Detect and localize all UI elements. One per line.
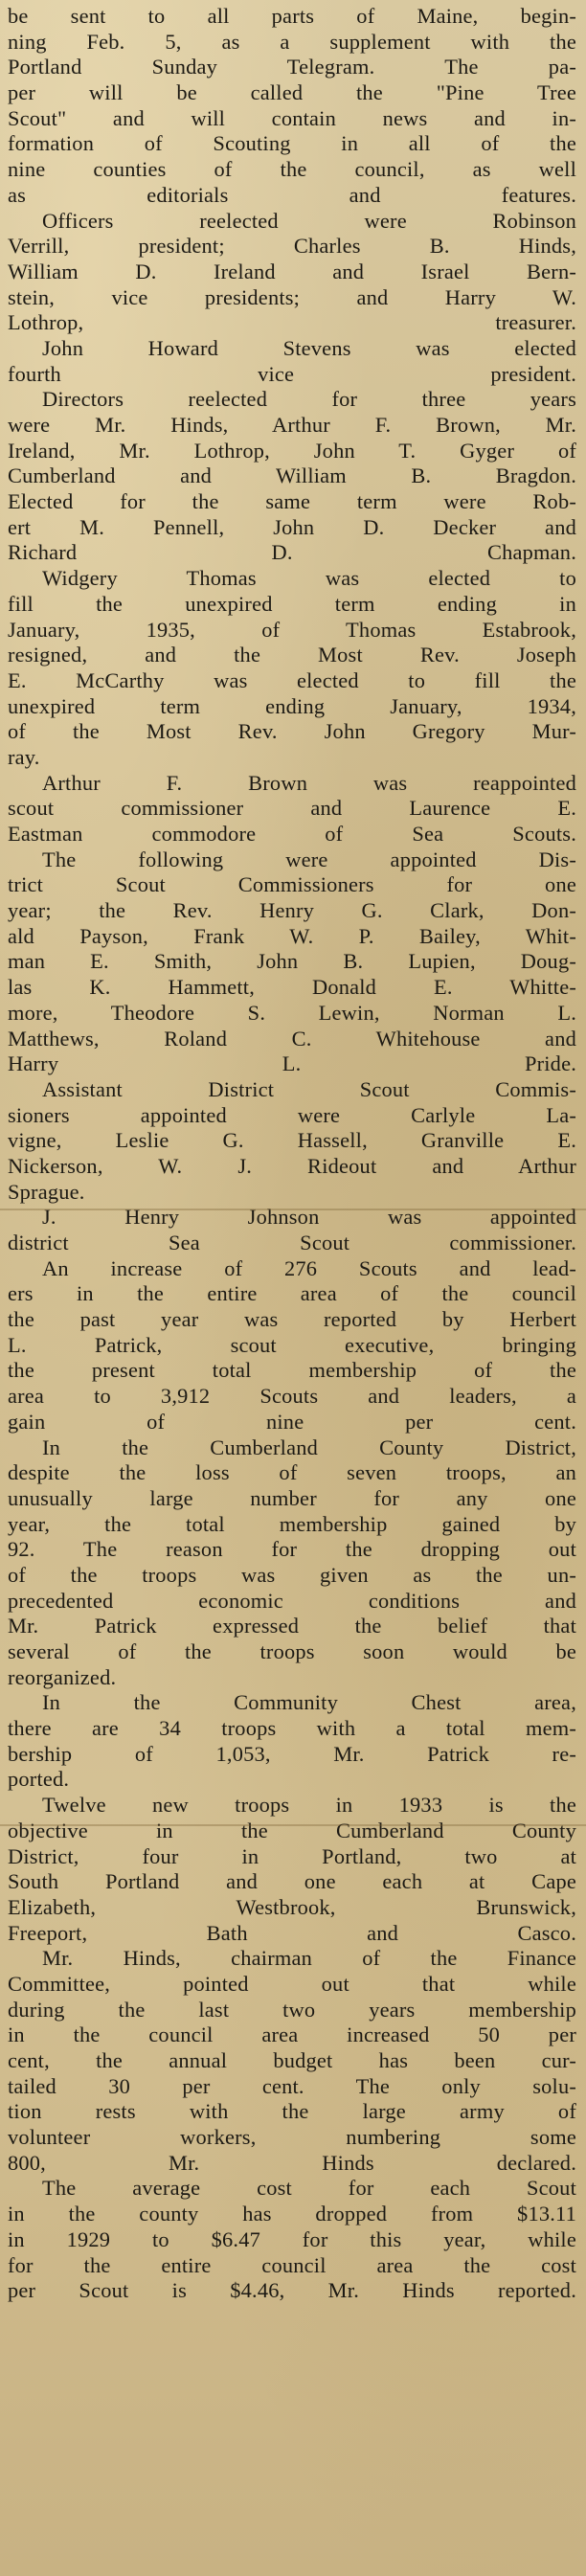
text-line: Committee, pointed out that while (8, 1971, 576, 1996)
text-line: bership of 1,053, Mr. Patrick re- (8, 1741, 576, 1766)
article-paragraph (8, 566, 576, 771)
text-line: vigne, Leslie G. Hassell, Granville E. (8, 1128, 576, 1153)
text-line: gain of nine per cent. (8, 1409, 576, 1434)
text-line: for the entire council area the cost (8, 2252, 576, 2277)
text-line: tion rests with the large army of (8, 2099, 576, 2124)
text-line: precedented economic conditions and (8, 1588, 576, 1613)
paper-fold-line (0, 1824, 586, 1826)
text-line: formation of Scouting in all of the (8, 131, 576, 156)
paper-fold-line (0, 1209, 586, 1210)
text-line: in 1929 to $6.47 for this year, while (8, 2226, 576, 2251)
text-line: Portland Sunday Telegram. The pa- (8, 55, 576, 79)
text-line: in the county has dropped from $13.11 (8, 2202, 576, 2226)
text-line: trict Scout Commissioners for one (8, 872, 576, 897)
text-line: In the Community Chest area, (42, 1690, 576, 1715)
text-line: there are 34 troops with a total mem- (8, 1716, 576, 1741)
text-line: during the last two years membership (8, 1997, 576, 2022)
text-line: scout commissioner and Laurence E. (8, 796, 576, 821)
text-line: as editorials and features. (8, 182, 576, 207)
text-line: ning Feb. 5, as a supplement with the (8, 29, 576, 54)
text-line: Twelve new troops in 1933 is the (42, 1793, 576, 1818)
text-line: Richard D. Chapman. (8, 540, 576, 565)
text-line: of the Most Rev. John Gregory Mur- (8, 719, 576, 744)
article-paragraph (8, 847, 576, 1077)
text-line: of the troops was given as the un- (8, 1562, 576, 1587)
text-line: Assistant District Scout Commis- (42, 1076, 576, 1101)
text-line: Widgery Thomas was elected to (42, 566, 576, 591)
text-line: Ireland, Mr. Lothrop, John T. Gyger of (8, 438, 576, 463)
text-line: ported. (8, 1767, 70, 1792)
text-line: J. Henry Johnson was appointed (42, 1205, 576, 1230)
article-paragraph (8, 336, 576, 387)
article-paragraph (8, 1435, 576, 1691)
article-paragraph (8, 1256, 576, 1435)
text-line: Verrill, president; Charles B. Hinds, (8, 234, 576, 259)
text-line: Freeport, Bath and Casco. (8, 1920, 576, 1945)
text-line: District, four in Portland, two at (8, 1843, 576, 1868)
text-line: district Sea Scout commissioner. (8, 1231, 576, 1254)
text-line: man E. Smith, John B. Lupien, Doug- (8, 949, 576, 974)
text-line: January, 1935, of Thomas Estabrook, (8, 617, 576, 642)
text-line: Mr. Hinds, chairman of the Finance (42, 1946, 576, 1971)
text-line: 800, Mr. Hinds declared. (8, 2150, 576, 2175)
text-line: In the Cumberland County District, (42, 1435, 576, 1459)
text-line: Directors reelected for three years (42, 387, 576, 412)
text-line: Sprague. (8, 1179, 85, 1204)
text-line: Lothrop, treasurer. (8, 310, 576, 335)
text-line: despite the loss of seven troops, an (8, 1460, 576, 1485)
text-line: reorganized. (8, 1664, 117, 1689)
text-line: William D. Ireland and Israel Bern- (8, 259, 576, 283)
text-line: Mr. Patrick expressed the belief that (8, 1614, 576, 1638)
text-line: objective in the Cumberland County (8, 1818, 576, 1842)
text-line: Scout" and will contain news and in- (8, 105, 576, 130)
text-line: 92. The reason for the dropping out (8, 1537, 576, 1562)
text-line: L. Patrick, scout executive, bringing (8, 1332, 576, 1357)
article-paragraph (8, 387, 576, 566)
text-line: Officers reelected were Robinson (42, 208, 576, 233)
text-line: Nickerson, W. J. Rideout and Arthur (8, 1153, 576, 1178)
text-line: year; the Rev. Henry G. Clark, Don- (8, 898, 576, 923)
text-line: fill the unexpired term ending in (8, 591, 576, 616)
text-line: fourth vice president. (8, 361, 576, 386)
text-line: cent, the annual budget has been cur- (8, 2048, 576, 2072)
text-line: unexpired term ending January, 1934, (8, 693, 576, 718)
article-body (8, 4, 576, 2304)
article-paragraph (8, 1690, 576, 1793)
text-line: The average cost for each Scout (42, 2176, 576, 2201)
text-line: South Portland and one each at Cape (8, 1869, 576, 1894)
text-line: The following were appointed Dis- (42, 847, 576, 871)
text-line: Elected for the same term were Rob- (8, 489, 576, 514)
text-line: ald Payson, Frank W. P. Bailey, Whit- (8, 923, 576, 948)
text-line: stein, vice presidents; and Harry W. (8, 284, 576, 309)
text-line: Arthur F. Brown was reappointed (42, 770, 576, 795)
article-paragraph (8, 1205, 576, 1255)
article-paragraph (8, 4, 576, 209)
text-line: were Mr. Hinds, Arthur F. Brown, Mr. (8, 413, 576, 437)
text-line: volunteer workers, numbering some (8, 2125, 576, 2150)
text-line: year, the total membership gained by (8, 1511, 576, 1536)
text-line: Matthews, Roland C. Whitehouse and (8, 1026, 576, 1051)
text-line: An increase of 276 Scouts and lead- (42, 1255, 576, 1280)
text-line: area to 3,912 Scouts and leaders, a (8, 1384, 576, 1409)
article-paragraph (8, 1077, 576, 1205)
text-line: the present total membership of the (8, 1358, 576, 1383)
text-line: John Howard Stevens was elected (42, 335, 576, 360)
text-line: tailed 30 per cent. The only solu- (8, 2073, 576, 2098)
text-line: nine counties of the council, as well (8, 157, 576, 182)
text-line: ers in the entire area of the council (8, 1281, 576, 1306)
article-paragraph (8, 771, 576, 847)
text-line: several of the troops soon would be (8, 1639, 576, 1663)
text-line: Elizabeth, Westbrook, Brunswick, (8, 1894, 576, 1919)
text-line: be sent to all parts of Maine, begin- (8, 4, 576, 28)
text-line: ert M. Pennell, John D. Decker and (8, 514, 576, 539)
text-line: las K. Hammett, Donald E. Whitte- (8, 975, 576, 1000)
text-line: Eastman commodore of Sea Scouts. (8, 822, 576, 846)
text-line: unusually large number for any one (8, 1485, 576, 1510)
article-paragraph (8, 209, 576, 336)
article-paragraph (8, 1946, 576, 2176)
text-line: per Scout is $4.46, Mr. Hinds reported. (8, 2278, 576, 2303)
text-line: in the council area increased 50 per (8, 2022, 576, 2047)
text-line: sioners appointed were Carlyle La- (8, 1102, 576, 1127)
text-line: more, Theodore S. Lewin, Norman L. (8, 1000, 576, 1025)
text-line: resigned, and the Most Rev. Joseph (8, 643, 576, 667)
text-line: Harry L. Pride. (8, 1051, 576, 1076)
text-line: ray. (8, 744, 40, 769)
text-line: E. McCarthy was elected to fill the (8, 667, 576, 692)
article-paragraph (8, 2176, 576, 2303)
article-paragraph (8, 1793, 576, 1946)
text-line: the past year was reported by Herbert (8, 1307, 576, 1332)
text-line: Cumberland and William B. Bragdon. (8, 463, 576, 488)
text-line: per will be called the "Pine Tree (8, 80, 576, 105)
